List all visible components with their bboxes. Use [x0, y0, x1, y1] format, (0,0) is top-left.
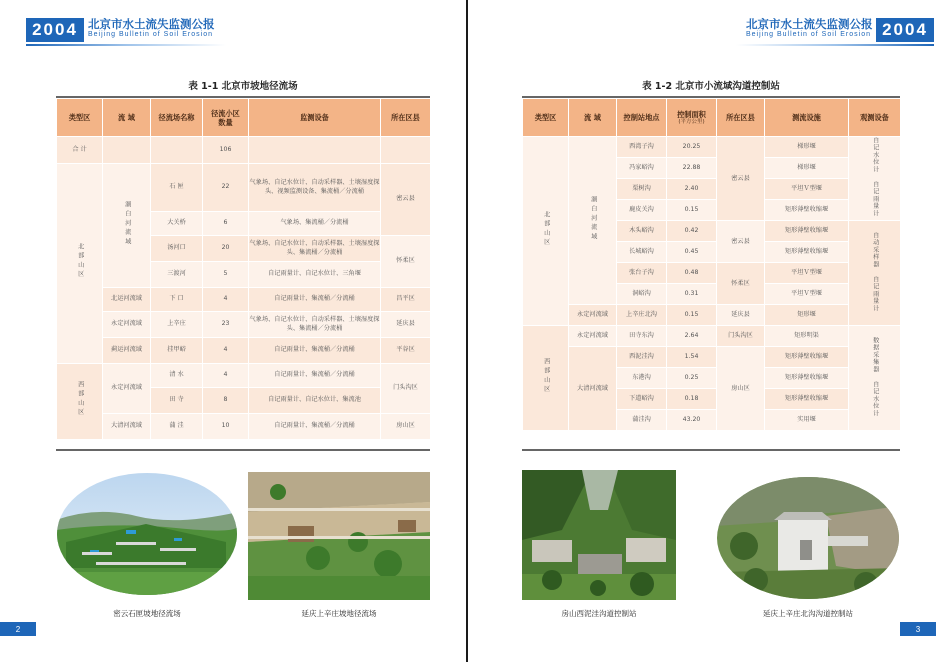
- header-subtitle: Beijing Bulletin of Soil Erosion: [746, 31, 871, 38]
- runoff-plot-table: [56, 98, 431, 440]
- basin-label: 大清河流域: [569, 347, 617, 431]
- site-name: 上辛庄北沟: [617, 305, 667, 326]
- site-facility: 矩形明渠: [765, 326, 849, 347]
- equipment: 自记水位计 自记雨量计: [871, 137, 879, 217]
- site-area: 0.18: [667, 389, 717, 410]
- table-row: [57, 364, 431, 388]
- basin-label: 永定河流域: [569, 305, 617, 326]
- plot-equipment: 自记雨量计、集流桶／分流桶: [249, 364, 381, 388]
- col-header: 流 域: [103, 99, 151, 137]
- county: 房山区: [717, 347, 765, 431]
- site-area: 2.40: [667, 179, 717, 200]
- basin-label: 潮白河流域: [589, 196, 597, 242]
- plot-equipment: 气象场、集流桶／分流桶: [249, 212, 381, 236]
- table-row: [57, 137, 431, 164]
- col-header: 监测设备: [249, 99, 381, 137]
- plot-name: 石 匣: [151, 164, 203, 212]
- site-name: 田寺东沟: [617, 326, 667, 347]
- county: 怀柔区: [381, 236, 431, 288]
- county: 密云县: [717, 137, 765, 221]
- plot-count: 20: [203, 236, 249, 262]
- header-subtitle: Beijing Bulletin of Soil Erosion: [88, 31, 213, 38]
- county: 密云县: [381, 164, 431, 236]
- col-header-unit: (平方公里): [678, 118, 705, 125]
- photo-caption: 延庆上辛庄坡地径流场: [301, 609, 377, 618]
- right-page: [468, 0, 936, 662]
- plot-name: 清 水: [151, 364, 203, 388]
- total-label: 合 计: [57, 137, 103, 164]
- table-caption: 表 1-2 北京市小流域沟道控制站: [642, 81, 780, 92]
- site-area: 0.15: [667, 305, 717, 326]
- plot-count: 10: [203, 414, 249, 440]
- site-facility: 实用堰: [765, 410, 849, 431]
- plot-count: 23: [203, 312, 249, 338]
- plot-name: 汤河口: [151, 236, 203, 262]
- site-area: 1.54: [667, 347, 717, 368]
- site-area: 2.64: [667, 326, 717, 347]
- site-area: 0.42: [667, 221, 717, 242]
- plot-count: 22: [203, 164, 249, 212]
- equipment: 数据采集器 自记水位计: [871, 336, 879, 417]
- col-header: 类型区: [57, 99, 103, 137]
- col-header: 类型区: [523, 99, 569, 137]
- photo-fangshan-control-station: [522, 470, 676, 600]
- plot-equipment: 气象场、自记水位计、自动采样器、土壤湿度探头、视频监测设备、集流桶／分流桶: [249, 164, 381, 212]
- photo-miyun-runoff-field: [56, 472, 238, 596]
- photo-caption: 房山西泥洼沟道控制站: [561, 609, 637, 618]
- plot-name: 蒲 洼: [151, 414, 203, 440]
- plot-count: 6: [203, 212, 249, 236]
- col-header: 所在区县: [717, 99, 765, 137]
- photo-caption: 密云石匣坡地径流场: [113, 609, 181, 618]
- header-year: 2004: [876, 18, 934, 42]
- col-header: 测流设施: [765, 99, 849, 137]
- col-header: 径流场名称: [151, 99, 203, 137]
- site-facility: 梯形堰: [765, 137, 849, 158]
- table-caption: 表 1-1 北京市坡地径流场: [188, 81, 298, 92]
- county: 延庆县: [717, 305, 765, 326]
- page-number: 3: [900, 622, 936, 636]
- county: 密云县: [717, 221, 765, 263]
- plot-equipment: 气象场、自记水位计、自动采样器、土壤湿度探头、集流桶／分流桶: [249, 312, 381, 338]
- plot-equipment: 自记雨量计、集流桶／分流桶: [249, 338, 381, 364]
- site-name: 冯家峪沟: [617, 158, 667, 179]
- site-name: 张台子沟: [617, 263, 667, 284]
- plot-count: 4: [203, 364, 249, 388]
- table-header-row: [523, 99, 901, 137]
- site-name: 西泥洼沟: [617, 347, 667, 368]
- total-value: 106: [203, 137, 249, 164]
- plot-equipment: 气象场、自记水位计、自动采样器、土壤湿度探头、集流桶／分流桶: [249, 236, 381, 262]
- col-header: [667, 99, 717, 137]
- table-bottom-rule: [522, 449, 900, 451]
- county: 门头沟区: [381, 364, 431, 414]
- control-station-table: [522, 98, 901, 431]
- county: 房山区: [381, 414, 431, 440]
- table-row: [523, 326, 901, 347]
- photo-yanqing-runoff-field: [248, 472, 430, 600]
- site-facility: 矩形薄壁收缩堰: [765, 389, 849, 410]
- region-label: 北部山区: [542, 211, 550, 248]
- plot-count: 8: [203, 388, 249, 414]
- plot-equipment: 自记雨量计、自记水位计、三角堰: [249, 262, 381, 288]
- table-row: [57, 414, 431, 440]
- basin-label: 潮白河流域: [123, 200, 131, 247]
- header-title: 北京市水土流失监测公报: [746, 17, 873, 31]
- site-name: 西湾子沟: [617, 137, 667, 158]
- site-area: 22.88: [667, 158, 717, 179]
- col-header: 观测设备: [849, 99, 901, 137]
- plot-name: 大关桥: [151, 212, 203, 236]
- region-label: 西部山区: [542, 358, 550, 396]
- site-name: 洞峪沟: [617, 284, 667, 305]
- county: 怀柔区: [717, 263, 765, 305]
- site-name: 鹿皮关沟: [617, 200, 667, 221]
- col-header: 流 域: [569, 99, 617, 137]
- site-name: 长城峪沟: [617, 242, 667, 263]
- basin-label: 大清河流域: [103, 414, 151, 440]
- county: 门头沟区: [717, 326, 765, 347]
- site-facility: 矩形薄壁收缩堰: [765, 221, 849, 242]
- site-facility: 梯形堰: [765, 158, 849, 179]
- site-area: 43.20: [667, 410, 717, 431]
- site-area: 0.48: [667, 263, 717, 284]
- plot-count: 5: [203, 262, 249, 288]
- site-facility: 矩形薄壁收缩堰: [765, 368, 849, 389]
- site-area: 0.25: [667, 368, 717, 389]
- county: 延庆县: [381, 312, 431, 338]
- basin-label: 北运河流域: [103, 288, 151, 312]
- table-row: [523, 347, 901, 368]
- site-facility: 平坦Ｖ型堰: [765, 263, 849, 284]
- site-name: 木头峪沟: [617, 221, 667, 242]
- plot-equipment: 自记雨量计、集流桶／分流桶: [249, 414, 381, 440]
- basin-label: 蓟运河流域: [103, 338, 151, 364]
- plot-equipment: 自记雨量计、集流桶／分流桶: [249, 288, 381, 312]
- site-facility: 平坦Ｖ型堰: [765, 179, 849, 200]
- site-facility: 矩形薄壁收缩堰: [765, 347, 849, 368]
- plot-count: 4: [203, 338, 249, 364]
- site-facility: 矩形薄壁收缩堰: [765, 200, 849, 221]
- table-row: [57, 164, 431, 212]
- page-number: 2: [0, 622, 36, 636]
- table-row: [523, 305, 901, 326]
- header-year: 2004: [26, 18, 84, 42]
- table-bottom-rule: [56, 449, 430, 451]
- table-row: [57, 338, 431, 364]
- plot-name: 田 寺: [151, 388, 203, 414]
- county: 昌平区: [381, 288, 431, 312]
- table-row: [57, 288, 431, 312]
- col-header: 控制站地点: [617, 99, 667, 137]
- site-facility: 平坦Ｖ型堰: [765, 284, 849, 305]
- col-header: 径流小区 数量: [203, 99, 249, 137]
- site-name: 东港沟: [617, 368, 667, 389]
- header-title: 北京市水土流失监测公报: [88, 17, 215, 31]
- site-name: 下道峪沟: [617, 389, 667, 410]
- plot-name: 挂甲峪: [151, 338, 203, 364]
- plot-name: 三渡河: [151, 262, 203, 288]
- site-facility: 矩形堰: [765, 305, 849, 326]
- basin-label: 永定河流域: [103, 312, 151, 338]
- plot-name: 上辛庄: [151, 312, 203, 338]
- plot-count: 4: [203, 288, 249, 312]
- header-rule: [26, 44, 226, 46]
- region-label: 西部山区: [76, 381, 84, 419]
- site-name: 栗树沟: [617, 179, 667, 200]
- plot-name: 下 口: [151, 288, 203, 312]
- plot-equipment: 自记雨量计、自记水位计、集流池: [249, 388, 381, 414]
- header-rule: [736, 44, 934, 46]
- equipment: 自动采样器 自记雨量计: [871, 231, 879, 312]
- county: 平谷区: [381, 338, 431, 364]
- site-area: 20.25: [667, 137, 717, 158]
- col-header: 所在区县: [381, 99, 431, 137]
- site-area: 0.45: [667, 242, 717, 263]
- basin-label: 永定河流域: [103, 364, 151, 414]
- basin-label: 永定河流域: [569, 326, 617, 347]
- col-header-main: 控制面积: [677, 109, 706, 119]
- table-header-row: [57, 99, 431, 137]
- table-row: [523, 137, 901, 158]
- photo-yanqing-control-station: [716, 476, 900, 600]
- site-name: 蒲洼沟: [617, 410, 667, 431]
- site-facility: 矩形薄壁收缩堰: [765, 242, 849, 263]
- site-area: 0.31: [667, 284, 717, 305]
- photo-caption: 延庆上辛庄北沟沟道控制站: [763, 609, 853, 618]
- region-label: 北部山区: [76, 243, 84, 281]
- site-area: 0.15: [667, 200, 717, 221]
- table-row: [57, 312, 431, 338]
